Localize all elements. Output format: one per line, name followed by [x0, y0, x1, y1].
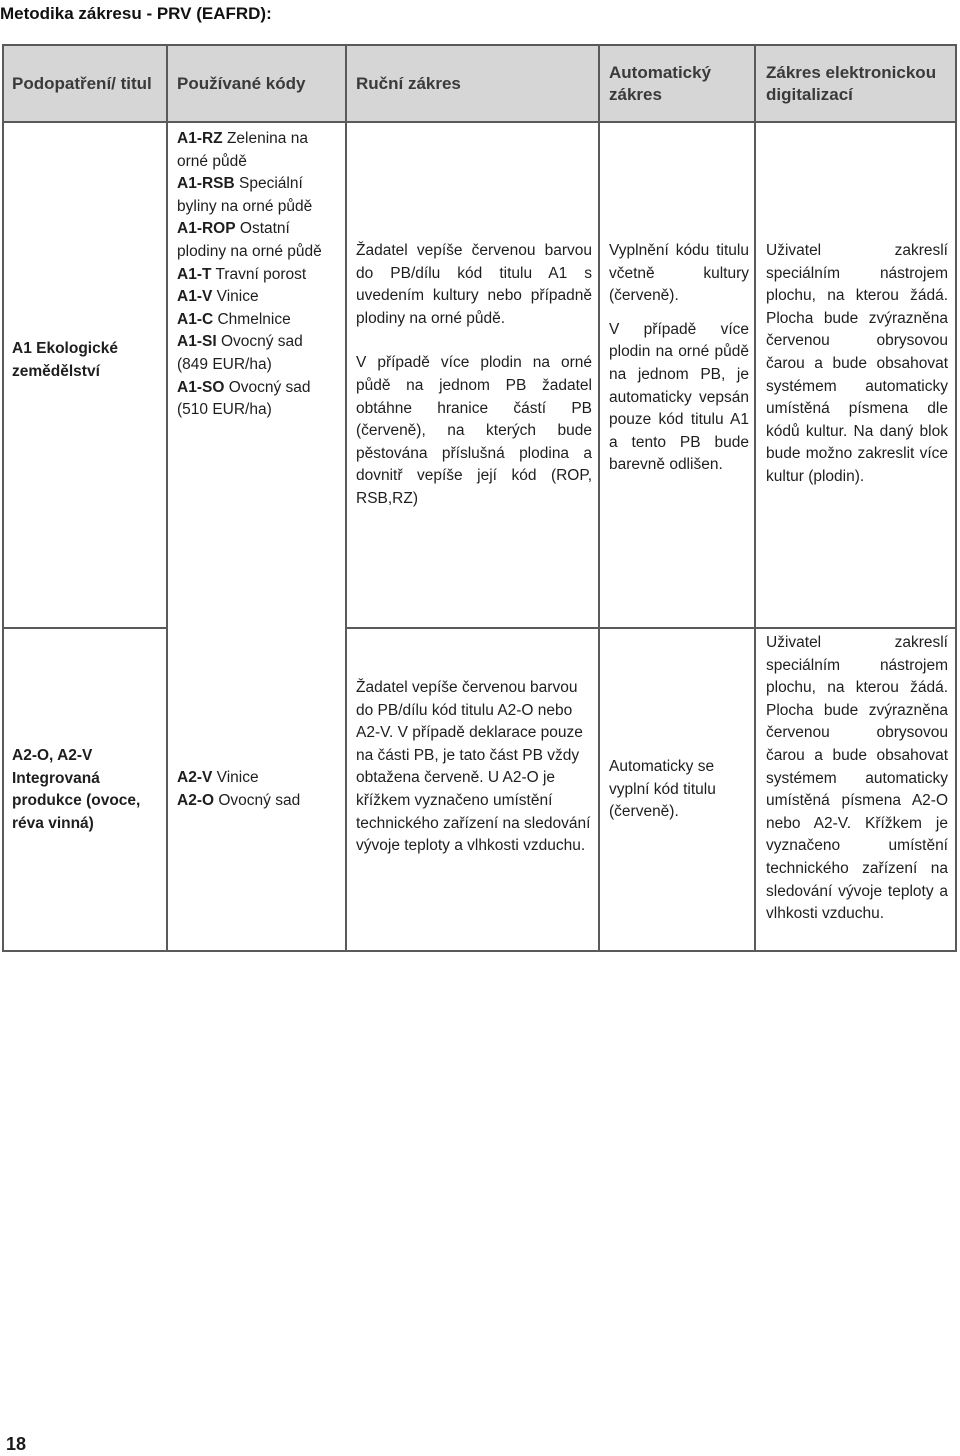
column-divider-4	[754, 44, 756, 952]
row1-codes	[177, 128, 337, 422]
row2-codes	[177, 767, 337, 812]
row-separator-left	[2, 627, 167, 629]
header-automatic: Automatický zákres	[609, 62, 712, 104]
row1-automatic	[609, 240, 749, 477]
code-item: A2-O Ovocný sad	[177, 791, 301, 809]
row1-electronic: Uživatel zakreslí speciálním nástrojem plochu, na kterou žádá. Plocha bude zvýrazněna červenou obrysovou čarou a bude obsahovat systémem automaticky umístěná písmena dle kódů kultur. Na daný blok bude možno zakreslit více kultur (plodin).	[766, 242, 948, 485]
row-separator-right	[345, 627, 957, 629]
column-divider-3	[598, 44, 600, 952]
page-number: 18	[6, 1434, 27, 1454]
code-item: A1-SO Ovocný sad (510 EUR/ha)	[177, 378, 311, 419]
header-separator	[2, 121, 957, 123]
header-manual: Ruční zákres	[356, 73, 461, 93]
code-item: A1-SI Ovocný sad (849 EUR/ha)	[177, 333, 303, 373]
automatic-paragraph: Vyplnění kódu titulu včetně kultury (červeně).	[609, 242, 749, 305]
code-item: A1-C Chmelnice	[177, 310, 291, 328]
table-border-left	[2, 44, 4, 952]
manual-paragraph: Žadatel vepíše červenou barvou do PB/dílu kód titulu A1 s uvedením kultury nebo případně plodiny na orné půdě.	[356, 242, 592, 327]
row2-manual: Žadatel vepíše červenou barvou do PB/dílu kód titulu A2-O nebo A2-V. V případě deklarace pouze na části PB, je tato část PB vždy obtažena červeně. U A2-O je křížkem vyznačeno umístění technického zařízení na sledování vývoje teploty a vlhkosti vzduchu.	[356, 679, 591, 855]
code-item: A1-RZ Zelenina na orné půdě	[177, 130, 308, 170]
code-item: A1-ROP Ostatní plodiny na orné půdě	[177, 220, 322, 260]
table-border-bottom	[2, 950, 957, 952]
automatic-paragraph: V případě více plodin na orné půdě na jednom PB, je automaticky vepsán pouze kód titulu A1 a tento PB bude barevně odlišen.	[609, 320, 749, 474]
row1-measure: A1 Ekologické zemědělství	[12, 340, 118, 380]
header-measure: Podopatření/ titul	[12, 73, 152, 93]
row2-automatic: Automaticky se vyplní kód titulu (červeně).	[609, 758, 716, 821]
header-electronic: Zákres elektronickou digitalizací	[766, 62, 937, 104]
code-item: A1-V Vinice	[177, 288, 259, 306]
code-item: A1-T Travní porost	[177, 265, 307, 283]
header-codes: Používané kódy	[177, 73, 306, 93]
column-divider-1	[166, 44, 168, 952]
methodology-table	[2, 44, 957, 952]
manual-paragraph: V případě více plodin na orné půdě na jednom PB žadatel obtáhne hranice částí PB (červeně), na kterých bude pěstována příslušná plodina a dovnitř vepíše její kód (ROP, RSB,RZ)	[356, 354, 592, 507]
row1-manual	[356, 240, 592, 511]
code-item: A1-RSB Speciální byliny na orné půdě	[177, 175, 313, 215]
row2-electronic: Uživatel zakreslí speciálním nástrojem plochu, na kterou žádá. Plocha bude zvýrazněna červenou obrysovou čarou a bude obsahovat systémem automaticky umístěná písmena A2-O nebo A2-V. Křížkem je vyznačeno umístění technického zařízení na sledování vývoje teploty a vlhkosti vzduchu.	[766, 634, 948, 923]
code-item: A2-V Vinice	[177, 769, 259, 786]
row2-measure: A2-O, A2-V Integrovaná produkce (ovoce, réva vinná)	[12, 747, 141, 832]
table-border-right	[955, 44, 957, 952]
page-title: Metodika zákresu - PRV (EAFRD):	[0, 4, 272, 23]
column-divider-2	[345, 44, 347, 952]
